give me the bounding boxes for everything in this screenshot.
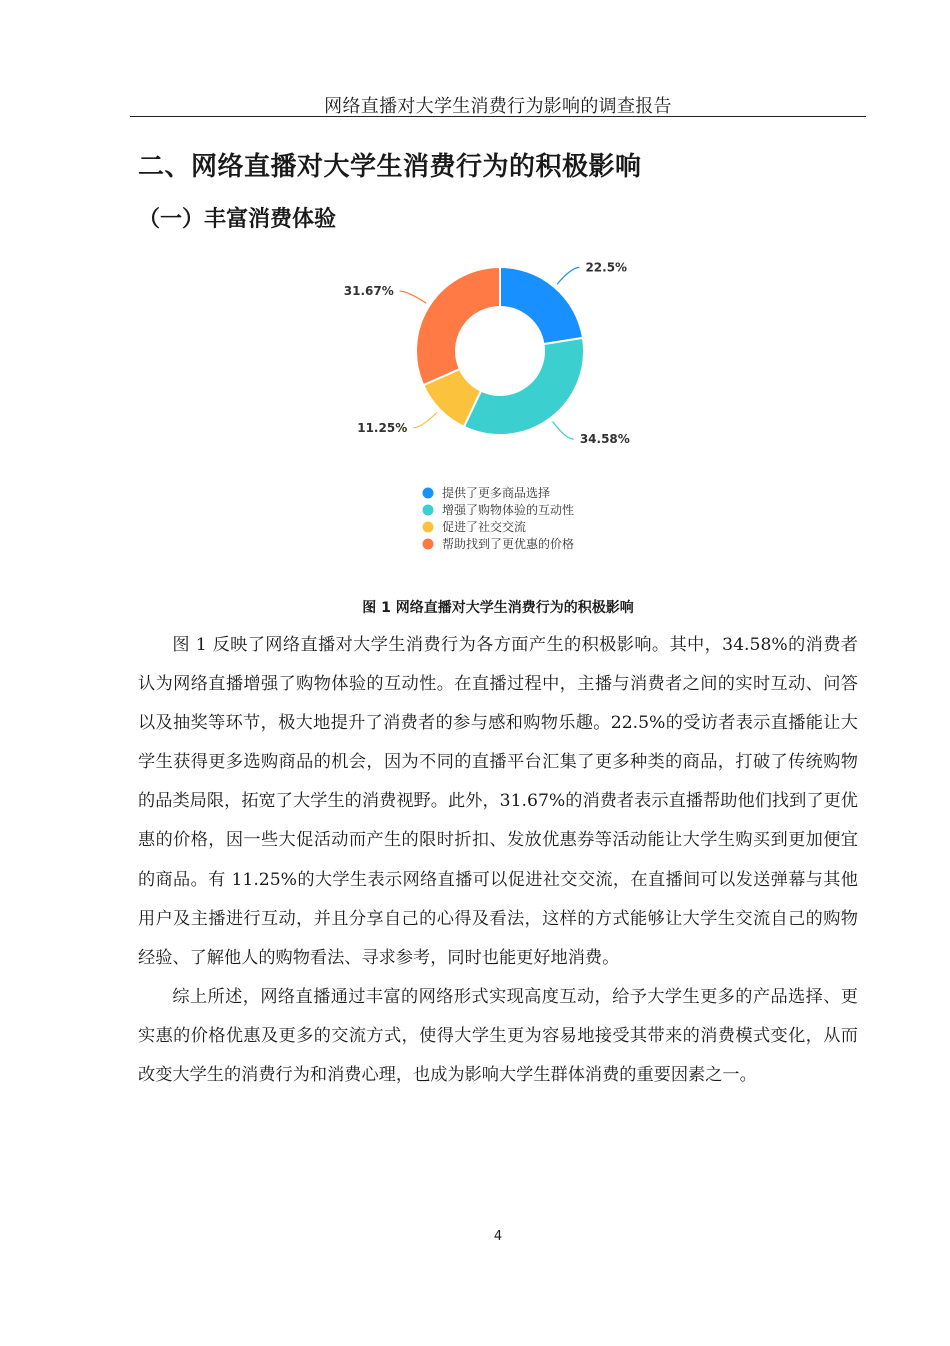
legend-marker-3 [423,522,434,533]
header-rule [130,116,866,117]
donut-slice-1 [500,267,583,344]
legend-label-2: 增强了购物体验的互动性 [442,503,575,517]
legend-marker-1 [423,488,434,499]
slice-value-label-3: 11.25% [357,420,408,435]
legend-label-3: 促进了社交交流 [442,520,527,534]
legend-label-4: 帮助找到了更优惠的价格 [442,537,575,551]
page-number: 4 [493,1229,503,1244]
donut-slice-2 [464,338,584,435]
donut-chart-svg [300,245,700,575]
paragraph-2: 综上所述，网络直播通过丰富的网络形式实现高度互动，给予大学生更多的产品选择、更实惠的价格优惠及更多的交流方式，使得大学生更为容易地接受其带来的消费模式变化，从而改变大学生的消费行为和消费心理，也成为影响大学生群体消费的重要因素之一。 [138,986,858,1086]
donut-slice-4 [416,267,500,385]
body-text [138,626,858,1095]
leader-line-2 [553,422,574,440]
legend-label-1: 提供了更多商品选择 [442,486,551,500]
slice-value-label-2: 34.58% [579,432,630,447]
subsection-title: （一）丰富消费体验 [138,207,337,232]
running-header: 网络直播对大学生消费行为影响的调查报告 [324,96,672,117]
legend-marker-4 [423,539,434,550]
leader-line-1 [557,267,579,284]
paragraph-1: 图 1 反映了网络直播对大学生消费行为各方面产生的积极影响。其中，34.58%的消费者认为网络直播增强了购物体验的互动性。在直播过程中，主播与消费者之间的实时互动、问答以及抽奖等环节，极大地提升了消费者的参与感和购物乐趣。22.5%的受访者表示直播能让大学生获得更多选购商品的机会，因为不同的直播平台汇集了更多种类的商品，打破了传统购物的品类局限，拓宽了大学生的消费视野。此外，31.67%的消费者表示直播帮助他们找到了更优惠的价格，因一些大促活动而产生的限时折扣、发放优惠券等活动能让大学生购买到更加便宜的商品。有 11.25%的大学生表示网络直播可以促进社交交流，在直播间可以发送弹幕与其他用户及主播进行互动，并且分享自己的心得及看法，这样的方式能够让大学生交流自己的购物经验、了解他人的购物看法、寻求参考，同时也能更好地消费。 [138,635,858,968]
leader-line-3 [413,412,437,427]
leader-line-4 [400,291,426,303]
section-title: 二、网络直播对大学生消费行为的积极影响 [138,152,642,182]
donut-chart [300,245,700,575]
slice-value-label-1: 22.5% [585,260,628,275]
slice-value-label-4: 31.67% [343,284,394,299]
figure-caption: 图 1 网络直播对大学生消费行为的积极影响 [362,600,634,616]
legend-marker-2 [423,505,434,516]
